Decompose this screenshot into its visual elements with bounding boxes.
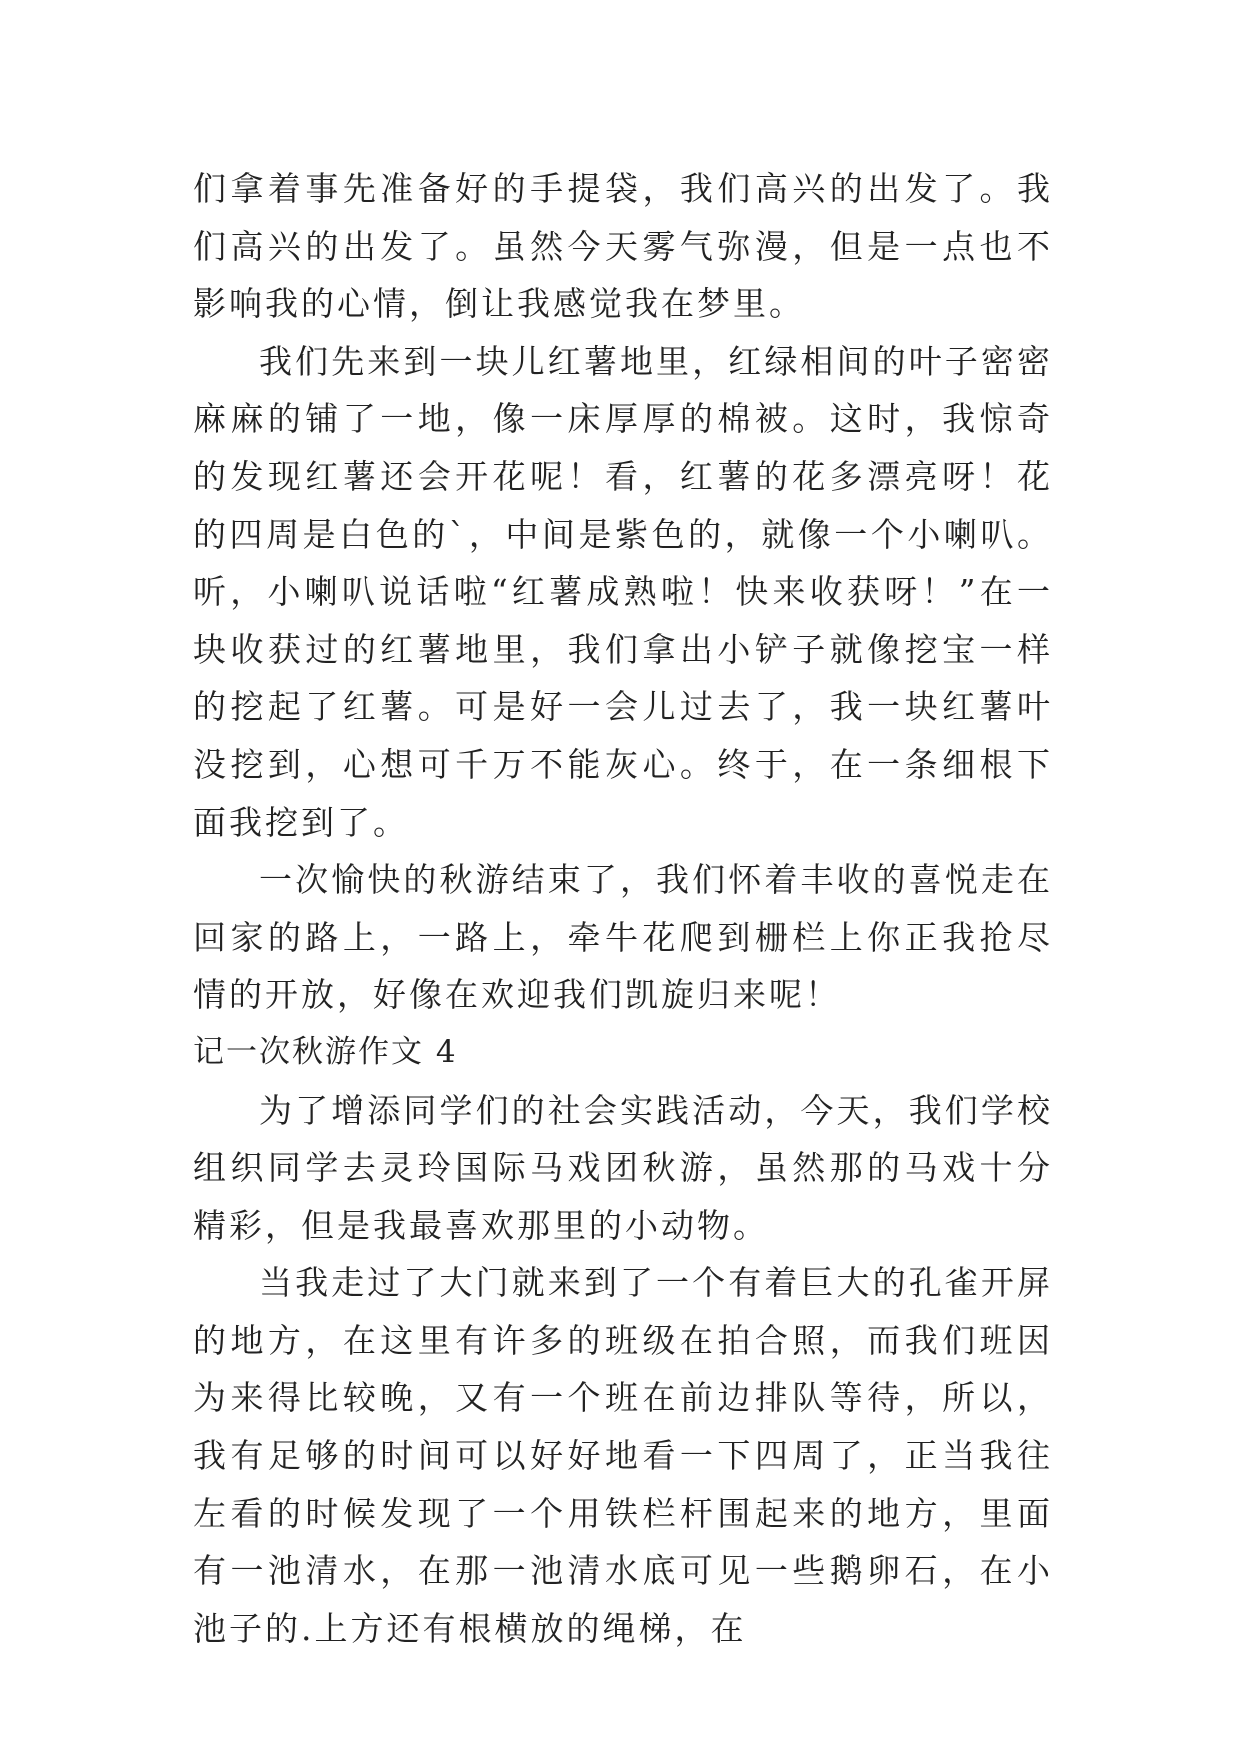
section-paragraph-1: 为了增添同学们的社会实践活动，今天，我们学校组织同学去灵玲国际马戏团秋游，虽然那的马戏十分精彩，但是我最喜欢那里的小动物。 [193, 1090, 1053, 1245]
section-paragraph-2: 当我走过了大门就来到了一个有着巨大的孔雀开屏的地方，在这里有许多的班级在拍合照，而我们班因为来得比较晚，又有一个班在前边排队等待，所以，我有足够的时间可以好好地看一下四周了，正当我往左看的时候发现了一个用铁栏杆围起来的地方，里面有一池清水，在那一池清水底可见一些鹅卵石，在小池子的.上方还有根横放的绳梯，在 [193, 1263, 1053, 1648]
section-heading: 记一次秋游作文 4 [193, 1033, 458, 1070]
paragraph-2: 我们先来到一块儿红薯地里，红绿相间的叶子密密麻麻的铺了一地，像一床厚厚的棉被。这时，我惊奇的发现红薯还会开花呢！看，红薯的花多漂亮呀！花的四周是白色的`，中间是紫色的，就像一个小喇叭。听，小喇叭说话啦“红薯成熟啦！快来收获呀！”在一块收获过的红薯地里，我们拿出小铲子就像挖宝一样的挖起了红薯。可是好一会儿过去了，我一块红薯叶没挖到，心想可千万不能灰心。终于，在一条细根下面我挖到了。 [193, 341, 1053, 842]
paragraph-1: 们拿着事先准备好的手提袋，我们高兴的出发了。我们高兴的出发了。虽然今天雾气弥漫，但是一点也不影响我的心情，倒让我感觉我在梦里。 [193, 169, 1053, 324]
document-body [193, 160, 1053, 1657]
paragraph-3: 一次愉快的秋游结束了，我们怀着丰收的喜悦走在回家的路上，一路上，牵牛花爬到栅栏上你正我抢尽情的开放，好像在欢迎我们凯旋归来呢！ [193, 860, 1053, 1015]
